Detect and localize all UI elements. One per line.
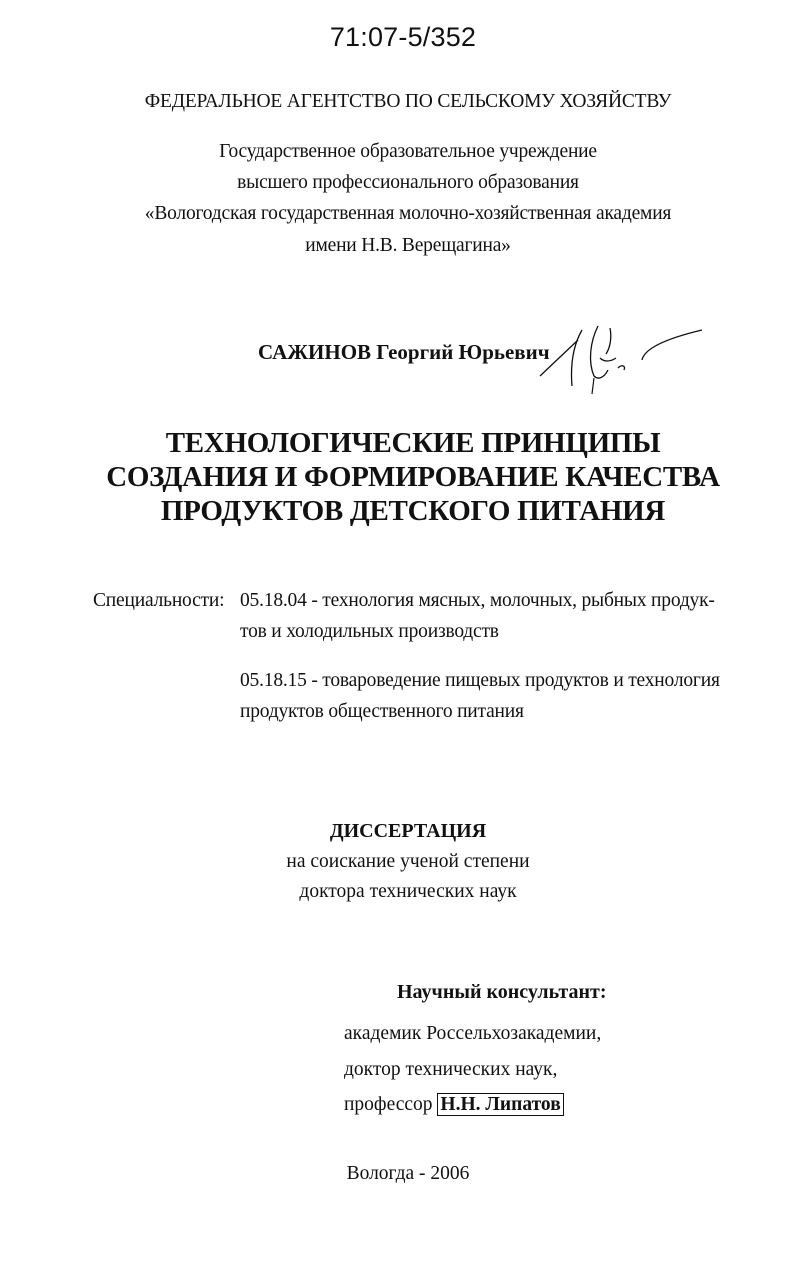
institution-line-1: Государственное образовательное учреждение	[219, 141, 597, 162]
consultant-line-1: академик Россельхозакадемии,	[344, 1023, 602, 1044]
institution-line-4: имени Н.В. Верещагина»	[305, 235, 511, 256]
specialty-1-line-2: тов и холодильных производств	[240, 621, 499, 642]
title-line-1: ТЕХНОЛОГИЧЕСКИЕ ПРИНЦИПЫ	[165, 427, 661, 459]
agency-name: ФЕДЕРАЛЬНОЕ АГЕНТСТВО ПО СЕЛЬСКОМУ ХОЗЯЙСТВУ	[144, 91, 672, 112]
consultant-heading: Научный консультант:	[397, 981, 607, 1003]
degree-line-1: на соискание ученой степени	[286, 851, 530, 872]
dissertation-heading: ДИССЕРТАЦИЯ	[329, 820, 487, 842]
title-line-3: ПРОДУКТОВ ДЕТСКОГО ПИТАНИЯ	[160, 495, 666, 527]
specialty-2-line-2: продуктов общественного питания	[240, 701, 524, 722]
institution-line-3: «Вологодская государственная молочно-хозяйственная академия	[144, 203, 672, 224]
author-name: САЖИНОВ Георгий Юрьевич	[258, 340, 550, 364]
consultant-line-2: доктор технических наук,	[344, 1059, 558, 1080]
signature-icon	[530, 318, 710, 398]
degree-line-2: доктора технических наук	[299, 881, 517, 902]
title-line-2: СОЗДАНИЯ И ФОРМИРОВАНИЕ КАЧЕСТВА	[106, 461, 720, 493]
place-and-year: Вологда - 2006	[346, 1163, 470, 1184]
specialties-label: Специальности:	[93, 590, 225, 611]
catalog-code: 71:07-5/352	[329, 22, 477, 52]
specialty-2-line-1: 05.18.15 - товароведение пищевых продуктов и технология	[240, 670, 720, 691]
specialty-1-line-1: 05.18.04 - технология мясных, молочных, рыбных продук-	[240, 590, 715, 611]
institution-line-2: высшего профессионального образования	[237, 172, 579, 193]
consultant-title: профессор	[344, 1094, 433, 1115]
consultant-line-3	[344, 1094, 564, 1116]
consultant-name-boxed: Н.Н. Липатов	[437, 1093, 563, 1116]
